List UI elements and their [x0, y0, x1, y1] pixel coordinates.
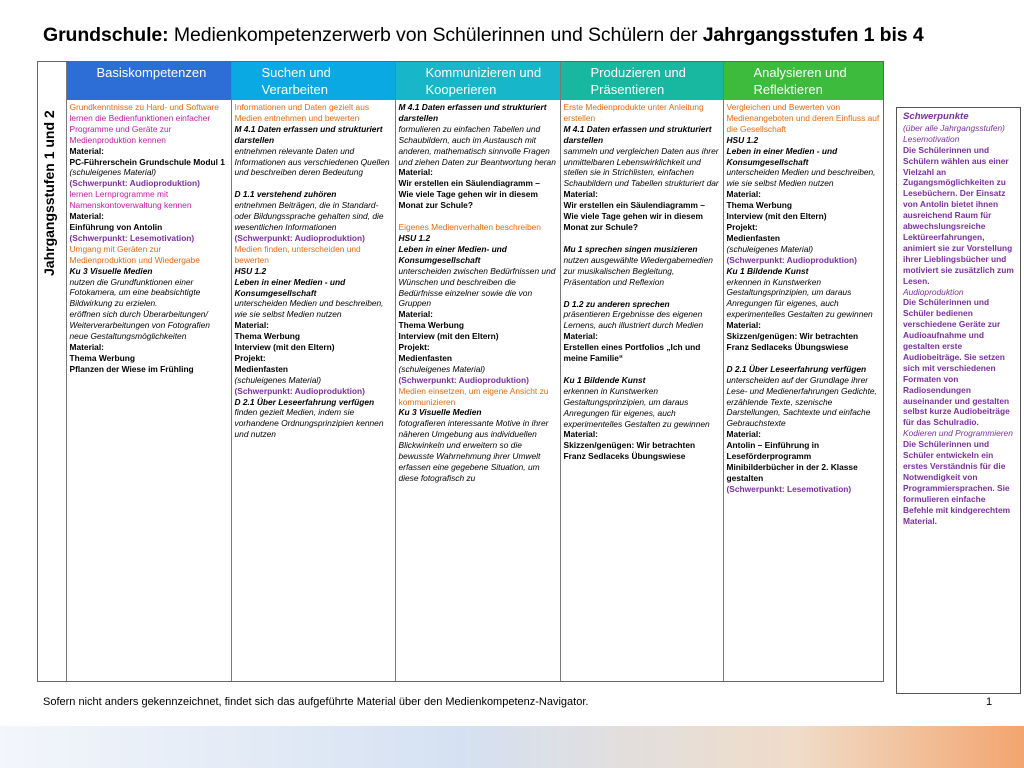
cell-entry: Material:	[726, 320, 761, 331]
grade-row	[38, 100, 883, 681]
cell-entry: Interview (mit den Eltern)	[234, 342, 335, 353]
cell-entry: Lesemotivation	[903, 133, 960, 144]
cell-entry: Umgang mit Geräten zur Medienproduktion und Wiedergabe	[69, 243, 200, 265]
cell-entry: Audioproduktion	[903, 286, 964, 297]
cell-entry: Leben in einer Medien- und Konsumgesellschaft	[398, 243, 507, 265]
cell-entry: (schuleigenes Material)	[69, 167, 157, 178]
page-title	[43, 24, 924, 47]
cell-entry: sammeln und vergleichen Daten aus ihrer unmittelbaren Lebenswirklichkeit und stellen sie in Strichlisten, einfachen Schaubildern und Tabellen strukturiert dar	[563, 145, 719, 189]
cell-entry: (schuleigenes Material)	[398, 363, 486, 374]
cell-entry: (über alle Jahrgangsstufen)	[903, 122, 1005, 133]
title-school: Grundschule:	[43, 24, 169, 46]
row-label: Jahrgangsstufen 1 und 2	[41, 110, 57, 276]
cell-entry: Medienfasten	[234, 363, 289, 374]
cell-entry: entnehmen relevante Daten und Informationen aus verschiedenen Quellen und beschreiben deren Bedeutung	[234, 145, 390, 178]
cell-entry: Projekt:	[398, 342, 430, 353]
cell-entry: Thema Werbung	[234, 331, 300, 342]
cell-entry: lernen Lernprogramme mit Namenskontoverwaltung kennen	[69, 189, 192, 211]
cell-entry: Projekt:	[726, 221, 758, 232]
cell-entry: Medien finden, unterscheiden und bewerten	[234, 243, 361, 265]
focus-sidebar	[896, 107, 1021, 694]
cell-entry: Vergleichen und Bewerten von Medienangeboten und deren Einfluss auf die Gesellschaft	[726, 102, 880, 134]
cell-entry: D 1.1 verstehend zuhören	[234, 189, 337, 200]
cell-entry: Leben in einer Medien - und Konsumgesellschaft	[234, 276, 346, 298]
cell-entry: PC-Führerschein Grundschule Modul 1	[69, 156, 225, 167]
column-header-kommunizieren: Kommunizieren und Kooperieren	[395, 62, 560, 100]
cell-entry: HSU 1.2	[398, 232, 431, 243]
cell-entry: (Schwerpunkt: Audioproduktion)	[726, 254, 857, 265]
cell-entry: Medienfasten	[398, 352, 453, 363]
cell-entry: Material:	[563, 331, 598, 342]
cell-entry: D 2.1 Über Leseerfahrung verfügen	[726, 363, 867, 374]
cell-entry: unterscheiden Medien und beschreiben, wie sie selbst Medien nutzen	[234, 298, 384, 320]
cell-entry: lernen die Bedienfunktionen einfacher Programme und Geräte zur Medienproduktion kennen	[69, 112, 211, 145]
cell-entry: Material:	[726, 429, 761, 440]
cell-entry: finden gezielt Medien, indem sie vorhandene Ordnungsprinzipien kennen und nutzen	[234, 407, 384, 440]
cell-entry: Material:	[726, 189, 761, 200]
cell-entry: Eigenes Medienverhalten beschreiben	[398, 222, 541, 233]
competence-table	[37, 61, 884, 682]
cell-entry: Grundkenntnisse zu Hard- und Software	[69, 102, 219, 112]
cell-entry: HSU 1.2	[726, 134, 759, 145]
cell-entry: Material:	[398, 167, 433, 178]
cell-entry: nutzen die Grundfunktionen einer Fotokamera, um eine beabsichtigte Bildwirkung zu erzielen.	[69, 276, 201, 309]
cell-entry: Material:	[398, 309, 433, 320]
cell-entry: Wir erstellen ein Säulendiagramm – Wie viele Tage gehen wir in diesem Monat zur Schule?	[398, 178, 540, 211]
bottom-color-band	[0, 726, 1024, 768]
title-grades: Jahrgangsstufen 1 bis 4	[702, 24, 924, 46]
cell-entry: Ku 3 Visuelle Medien	[69, 265, 153, 276]
cell-entry: erkennen in Kunstwerken Gestaltungsprinzipien, um daraus Anregungen für eigenes, auch experimentelles Gestalten zu gewinnen	[563, 385, 710, 429]
cell-entry: Material:	[69, 211, 104, 222]
cell-entry: Medienfasten	[726, 232, 781, 243]
cell-entry: Material:	[563, 189, 598, 200]
cell-entry: Material:	[69, 341, 104, 352]
cell-entry: Kodieren und Programmieren	[903, 428, 1013, 439]
cell-entry: erkennen in Kunstwerken Gestaltungsprinzipien, um daraus Anregungen für eigenes, auch experimentelles Gestalten zu gewinnen	[726, 276, 873, 320]
cell-entry: (Schwerpunkt: Audioproduktion)	[69, 178, 200, 189]
footer-note: Sofern nicht anders gekennzeichnet, findet sich das aufgeführte Material über den Medienkompetenz-Navigator.	[43, 696, 589, 708]
cell-entry: präsentieren Ergebnisse des eigenen Lernens, auch illustriert durch Medien	[563, 309, 704, 331]
cell-kommunizieren	[395, 100, 560, 681]
title-middle: Medienkompetenzerwerb von Schülerinnen und Schülern der	[168, 24, 703, 46]
cell-entry: Die Schülerinnen und Schüler bedienen verschiedene Geräte zur Audioaufnahme und gestalten erste Audiobeiträge. Sie setzen sich mit verschiedenen Formaten von Radiosendungen auseinander und gestalten selbst kurze Audiobeiträge für das Schulradio.	[903, 297, 1010, 428]
cell-entry: (schuleigenes Material)	[234, 374, 322, 385]
cell-entry: (Schwerpunkt: Audioproduktion)	[398, 374, 529, 385]
cell-entry: erfassen eine gegebene Situation, um diese fotografisch zu	[398, 462, 540, 483]
cell-entry: (schuleigenes Material)	[726, 243, 814, 254]
cell-entry: Einführung von Antolin	[69, 221, 163, 232]
cell-entry: unterscheiden zwischen Bedürfnissen und Wünschen und beschreiben die Bedürfnisse einzelner sowie die von Gruppen	[398, 265, 556, 309]
cell-produzieren	[560, 100, 723, 681]
cell-entry: Material:	[234, 320, 269, 331]
cell-entry: Skizzen/genügen: Wir betrachten Franz Sedlaceks Übungswiese	[726, 331, 859, 352]
cell-entry: M 4.1 Daten erfassen und strukturiert darstellen	[398, 102, 547, 123]
cell-entry: Informationen und Daten gezielt aus Medien entnehmen und bewerten	[234, 102, 370, 123]
cell-entry: Die Schülerinnen und Schüler entwickeln ein erstes Verständnis für die Notwendigkeit von Programmiersprachen. Sie formulieren einfache Befehle mit kindgerechtem Material.	[903, 439, 1011, 526]
cell-entry: Leben in einer Medien - und Konsumgesellschaft	[726, 145, 838, 167]
cell-entry: Medien einsetzen, um eigene Ansicht zu kommunizieren	[398, 385, 549, 407]
cell-entry: Pflanzen der Wiese im Frühling	[69, 363, 194, 374]
cell-entry: unterscheiden Medien und beschreiben, wie sie selbst Medien nutzen	[726, 167, 876, 189]
column-header-suchen: Suchen und Verarbeiten	[231, 62, 395, 100]
cell-entry: Schwerpunkte	[903, 111, 969, 122]
cell-entry: unterscheiden auf der Grundlage ihrer Lese- und Medienerfahrungen Gedichte, erzählende Texte, szenische Darstellungen, Sachtexte und einfache Gebrauchstexte	[726, 374, 877, 429]
corner-cell	[38, 62, 66, 100]
cell-entry: Thema Werbung	[69, 352, 135, 363]
column-header-basis: Basiskompetenzen	[66, 62, 231, 100]
cell-entry: Ku 1 Bildende Kunst	[563, 374, 646, 385]
cell-entry: formulieren zu einfachen Tabellen und Schaubildern, auch im Austausch mit anderen, mathematisch sinnvolle Fragen und ziehen Daten zur Beantwortung heran	[398, 123, 556, 167]
cell-entry: Die Schülerinnen und Schülern wählen aus einer Vielzahl an Zugangsmöglichkeiten zu Lesebüchern. Der Einsatz von Antolin bietet ihnen ausreichend Raum für abwechslungsreiche Lektüreerfahrungen, animiert sie zur Vorstellung ihrer Lieblingsbücher und motiviert sie zusätzlich zum Lesen.	[903, 144, 1014, 286]
cell-entry: Erstellen eines Portfolios „Ich und meine Familie“	[563, 342, 701, 364]
cell-entry: Erste Medienprodukte unter Anleitung erstellen	[563, 102, 704, 123]
cell-entry: entnehmen Beiträgen, die in Standard- oder Bildungssprache gehalten sind, die wesentlichen Informationen	[234, 200, 384, 233]
column-header-analysieren: Analysieren und Reflektieren	[723, 62, 883, 100]
cell-entry: Projekt:	[234, 352, 266, 363]
cell-entry: D 1.2 zu anderen sprechen	[563, 298, 670, 309]
cell-entry: Ku 1 Bildende Kunst	[726, 265, 809, 276]
cell-entry: Mu 1 sprechen singen musizieren	[563, 243, 698, 254]
column-header-produzieren: Produzieren und Präsentieren	[560, 62, 723, 100]
cell-entry: Material:	[563, 429, 598, 440]
cell-entry: (Schwerpunkt: Lesemotivation)	[69, 232, 195, 243]
cell-entry: M 4.1 Daten erfassen und strukturiert darstellen	[563, 123, 712, 145]
cell-entry: Interview (mit den Eltern)	[398, 331, 499, 342]
cell-entry: D 2.1 Über Leseerfahrung verfügen	[234, 396, 375, 407]
cell-entry: fotografieren interessante Motive in ihrer näheren Umgebung aus individuellen Blickwinkeln und erweitern so die bewusste Wahrnehmung ihrer Umwelt	[398, 418, 549, 462]
cell-entry: eröffnen sich durch Überarbeitungen/ Weiterverarbeitungen von Fotografien neue Gestaltungsmöglichkeiten	[69, 309, 210, 342]
cell-entry: Antolin – Einführung in Leseförderprogramm Minibilderbücher in der 2. Klasse gestalten	[726, 440, 858, 483]
cell-entry: M 4.1 Daten erfassen und strukturiert darstellen	[234, 123, 383, 145]
cell-analysieren	[723, 100, 883, 681]
cell-entry: Interview (mit den Eltern)	[726, 211, 827, 222]
cell-entry: HSU 1.2	[234, 265, 267, 276]
cell-entry: nutzen ausgewählte Wiedergabemedien zur musikalischen Begleitung, Präsentation und Reflexion	[563, 254, 713, 287]
cell-entry: Material:	[69, 145, 104, 156]
cell-basis	[66, 100, 231, 681]
cell-entry: (Schwerpunkt: Audioproduktion)	[234, 385, 365, 396]
column-header-row	[38, 62, 883, 100]
cell-entry: (Schwerpunkt: Audioproduktion)	[234, 232, 365, 243]
cell-entry: (Schwerpunkt: Lesemotivation)	[726, 483, 852, 494]
row-header	[38, 100, 66, 681]
cell-entry: Thema Werbung	[398, 320, 464, 331]
page-number: 1	[986, 696, 993, 708]
cell-entry: Thema Werbung	[726, 200, 792, 211]
cell-suchen	[231, 100, 395, 681]
cell-entry: Skizzen/genügen: Wir betrachten Franz Sedlaceks Übungswiese	[563, 440, 696, 462]
cell-entry: Ku 3 Visuelle Medien	[398, 407, 482, 418]
cell-entry: Wir erstellen ein Säulendiagramm – Wie viele Tage gehen wir in diesem Monat zur Schule?	[563, 200, 705, 232]
